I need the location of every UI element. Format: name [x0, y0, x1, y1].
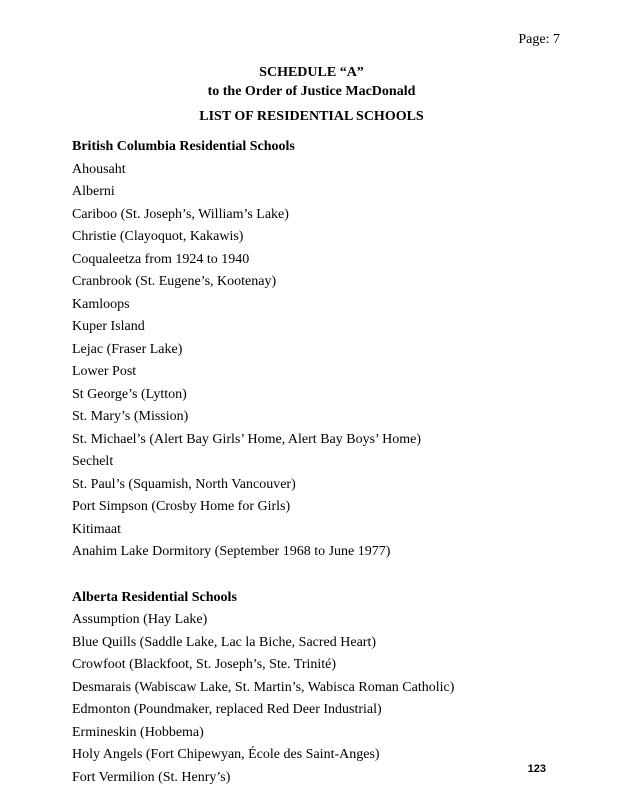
document-title-line-1: SCHEDULE “A” — [259, 65, 364, 80]
list-item: Blue Quills (Saddle Lake, Lac la Biche, Sacred Heart) — [72, 634, 376, 650]
list-item: Crowfoot (Blackfoot, St. Joseph’s, Ste. Trinité) — [72, 657, 337, 672]
document-body — [72, 136, 583, 807]
list-item: St. Michael’s (Alert Bay Girls’ Home, Alert Bay Boys’ Home) — [72, 431, 422, 447]
list-item: Coqualeetza from 1924 to 1940 — [72, 251, 250, 267]
list-item: Port Simpson (Crosby Home for Girls) — [72, 499, 291, 514]
list-item: Cranbrook (St. Eugene’s, Kootenay) — [72, 274, 277, 289]
list-item: Edmonton (Poundmaker, replaced Red Deer Industrial) — [72, 702, 382, 717]
list-item: Sechelt — [72, 454, 114, 469]
page-number: 123 — [527, 763, 546, 775]
list-item: Ermineskin (Hobbema) — [72, 724, 204, 740]
list-item: Kuper Island — [72, 319, 145, 334]
list-item: Lejac (Fraser Lake) — [72, 341, 183, 357]
document-title — [0, 63, 623, 101]
page-label: Page: 7 — [518, 32, 560, 47]
list-item: Anahim Lake Dormitory (September 1968 to June 1977) — [72, 544, 391, 559]
section-heading: Alberta Residential Schools — [72, 589, 237, 605]
list-item: St. Mary’s (Mission) — [72, 409, 189, 424]
list-item: Kitimaat — [72, 521, 121, 537]
list-item: Kamloops — [72, 296, 130, 312]
list-item: St George’s (Lytton) — [72, 386, 187, 402]
list-item: Ahousaht — [72, 161, 126, 177]
list-item: Desmarais (Wabiscaw Lake, St. Martin’s, Wabisca Roman Catholic) — [72, 679, 455, 695]
section-british-columbia — [72, 136, 583, 564]
list-item: Holy Angels (Fort Chipewyan, École des Saint-Anges) — [72, 747, 380, 762]
list-item: Cariboo (St. Joseph’s, William’s Lake) — [72, 206, 289, 222]
list-item: Christie (Clayoquot, Kakawis) — [72, 229, 244, 244]
list-item: Alberni — [72, 184, 115, 199]
list-item: Fort Vermilion (St. Henry’s) — [72, 769, 231, 785]
list-item: Lower Post — [72, 364, 137, 379]
document-subtitle: LIST OF RESIDENTIAL SCHOOLS — [199, 109, 424, 124]
document-title-line-2: to the Order of Justice MacDonald — [207, 84, 416, 99]
list-item: St. Paul’s (Squamish, North Vancouver) — [72, 476, 296, 492]
section-heading: British Columbia Residential Schools — [72, 139, 295, 154]
list-item: Assumption (Hay Lake) — [72, 612, 208, 627]
section-alberta — [72, 587, 583, 790]
